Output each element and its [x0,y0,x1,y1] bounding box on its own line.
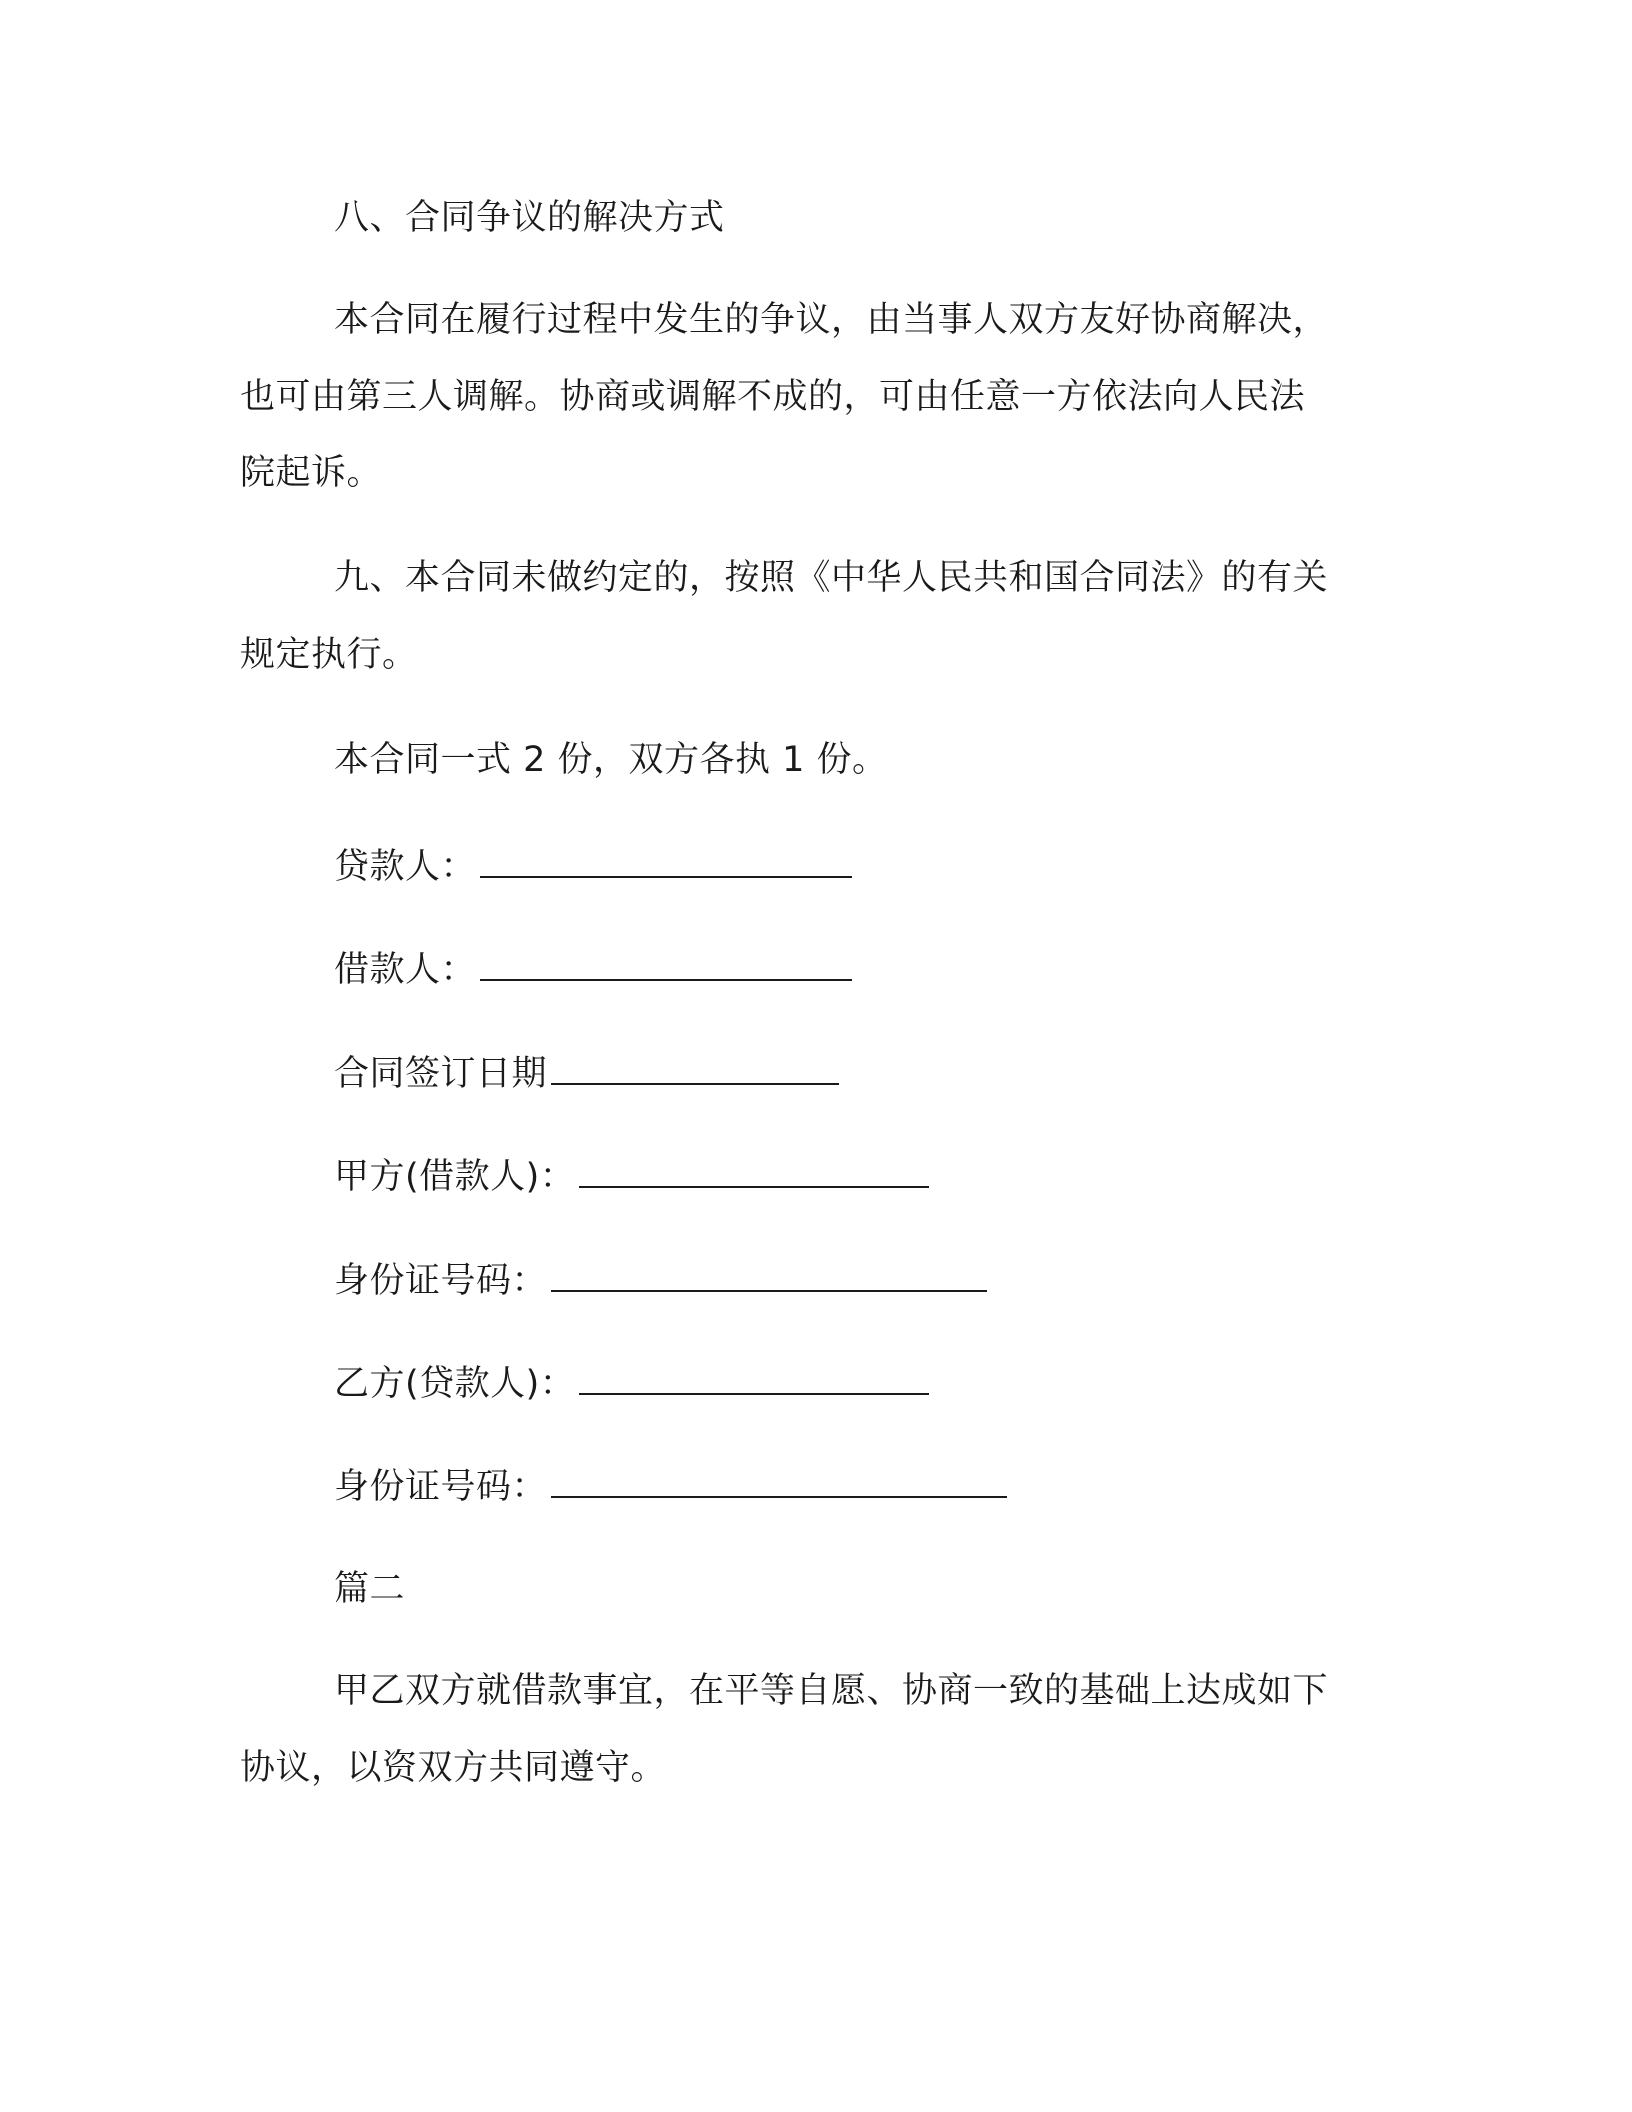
party-a-label: 甲方(借款人)： [334,1157,576,1197]
party-b-blank [579,1359,929,1395]
part-two-intro-line-1: 甲乙双方就借款事宜，在平等自愿、协商一致的基础上达成如下 [334,1671,1329,1711]
party-b-id-label: 身份证号码： [334,1467,548,1507]
borrower-signature-row [334,945,1514,993]
party-b-id-blank [551,1462,1007,1498]
sign-date-row [334,1049,1514,1097]
party-b-id-row [334,1462,1514,1510]
borrower-signature-blank [480,945,852,981]
sign-date-blank [551,1049,839,1085]
copies-statement: 本合同一式 2 份，双方各执 1 份。 [334,740,888,780]
section-9-line-1: 九、本合同未做约定的，按照《中华人民共和国合同法》的有关 [334,558,1329,598]
borrower-label: 借款人： [334,950,477,990]
party-a-row [334,1152,1514,1200]
sign-date-label: 合同签订日期 [334,1054,548,1094]
party-b-row [334,1359,1514,1407]
part-two-intro-line-2: 协议，以资双方共同遵守。 [240,1748,667,1788]
lender-label: 贷款人： [334,847,477,887]
party-a-id-blank [551,1256,987,1292]
section-9-line-2: 规定执行。 [240,635,418,675]
party-a-blank [579,1152,929,1188]
section-8-body-line-2: 也可由第三人调解。协商或调解不成的，可由任意一方依法向人民法 [240,377,1306,417]
section-8-body-line-1: 本合同在履行过程中发生的争议，由当事人双方友好协商解决， [334,300,1329,340]
party-b-label: 乙方(贷款人)： [334,1364,576,1404]
lender-signature-row [334,842,1514,890]
part-two-heading: 篇二 [334,1569,406,1609]
lender-signature-blank [480,842,852,878]
section-8-heading: 八、合同争议的解决方式 [334,198,725,238]
party-a-id-row [334,1256,1514,1304]
party-a-id-label: 身份证号码： [334,1261,548,1301]
section-8-body-line-3: 院起诉。 [240,453,383,493]
